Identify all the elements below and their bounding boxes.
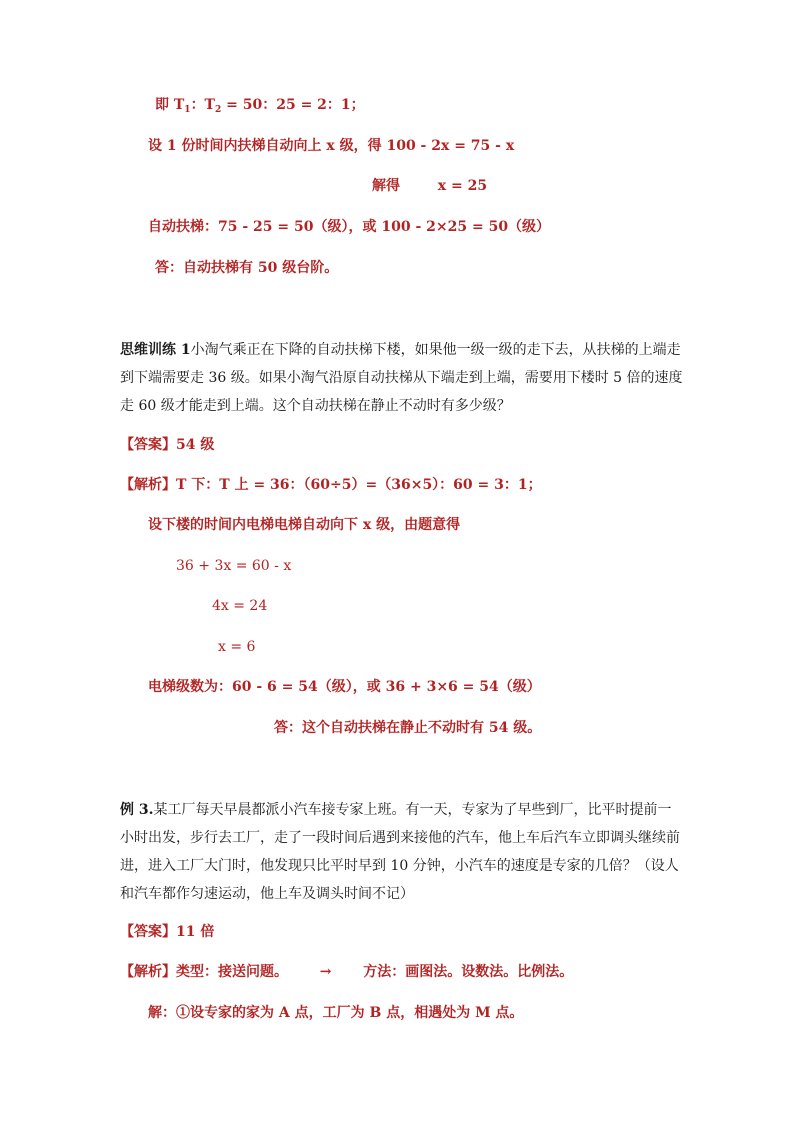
ratio-rest: = 50：25 = 2：1； xyxy=(221,97,365,113)
ratio-sub2: 2 xyxy=(214,105,222,115)
exercise1-text1: 小淘气乘正在下降的自动扶梯下楼，如果他一级一级的走下去，从扶梯的上端走 xyxy=(190,342,681,358)
equation-3: x = 6 xyxy=(218,639,256,655)
example3-label: 例 3. xyxy=(120,802,154,818)
exercise1-assume: 设下楼的时间内电梯电梯自动向下 x 级，由题意得 xyxy=(148,517,461,533)
solve-label: 解得 xyxy=(372,178,400,194)
method-text: 方法：画图法。设数法。比例法。 xyxy=(363,964,574,980)
assume-line-1: 设 1 份时间内扶梯自动向上 x 级，得 100 - 2x = 75 - x xyxy=(148,138,515,154)
answer-value: 54 级 xyxy=(176,437,215,453)
ratio-line xyxy=(155,95,365,120)
exercise1-line2: 到下端需要走 36 级。如果小淘气沿原自动扶梯从下端走到上端，需要用下楼时 5 倍的速度 xyxy=(120,370,683,386)
analysis-text: T 下：T 上 = 36：（60÷5）=（36×5）：60 = 3：1； xyxy=(176,477,542,493)
solve-value: x = 25 xyxy=(437,178,488,194)
exercise1-final-answer: 答：这个自动扶梯在静止不动时有 54 级。 xyxy=(274,720,542,736)
example3-line2: 小时出发，步行去工厂，走了一段时间后遇到来接他的汽车，他上车后汽车立即调头继续前 xyxy=(120,830,680,846)
example3-line3: 进，进入工厂大门时，他发现只比平时早到 10 分钟，小汽车的速度是专家的几倍？（设人 xyxy=(120,858,679,874)
analysis-tag: 【解析】 xyxy=(120,964,176,980)
ratio-prefix: 即 T xyxy=(155,97,185,113)
answer-tag: 【答案】 xyxy=(120,924,176,940)
example3-line4: 和汽车都作匀速运动，他上车及调头时间不记） xyxy=(120,886,414,902)
exercise1-line1 xyxy=(120,340,681,360)
exercise1-steps: 电梯级数为：60 - 6 = 54（级），或 36 + 3×6 = 54（级） xyxy=(148,679,541,695)
example3-line1 xyxy=(120,800,672,820)
type-text: 类型：接送问题。 xyxy=(176,964,288,980)
equation-2: 4x = 24 xyxy=(212,598,268,614)
example3-solution: 解：①设专家的家为 A 点，工厂为 B 点，相遇处为 M 点。 xyxy=(148,1005,524,1021)
exercise1-line3: 走 60 级才能走到上端。这个自动扶梯在静止不动时有多少级？ xyxy=(120,398,511,414)
answer-tag: 【答案】 xyxy=(120,437,176,453)
example3-text1: 某工厂每天早晨都派小汽车接专家上班。有一天，专家为了早些到厂，比平时提前一 xyxy=(153,802,672,818)
exercise1-label: 思维训练 1 xyxy=(120,342,191,358)
example3-analysis xyxy=(120,962,573,982)
exercise1-analysis xyxy=(120,475,542,495)
equation-1: 36 + 3x = 60 - x xyxy=(176,558,292,574)
solve-line xyxy=(372,176,487,196)
ratio-mid: ：T xyxy=(190,97,215,113)
ratio-sub1: 1 xyxy=(184,105,191,115)
escalator-line: 自动扶梯：75 - 25 = 50（级），或 100 - 2×25 = 50（级） xyxy=(148,219,551,235)
exercise1-answer xyxy=(120,435,214,455)
answer-line-1: 答：自动扶梯有 50 级台阶。 xyxy=(155,260,339,276)
example3-answer xyxy=(120,922,214,942)
answer-value: 11 倍 xyxy=(176,924,215,940)
analysis-tag: 【解析】 xyxy=(120,477,176,493)
arrow-icon: → xyxy=(319,964,332,980)
